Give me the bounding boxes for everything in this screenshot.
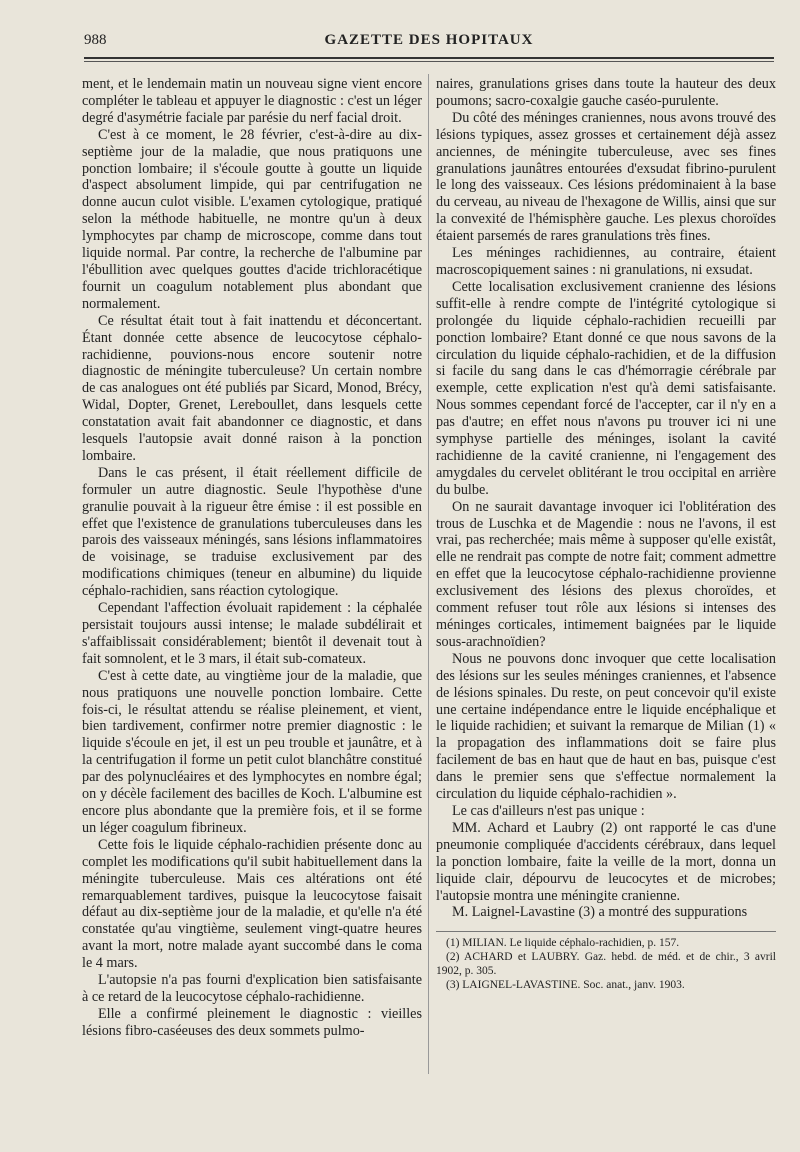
paragraph: Cette localisation exclusivement cranienne des lésions suffit-elle à rendre compte de l'intégrité cytologique si prolongée du liquide céphalo-rachidien recueilli par ponction lombaire? Etant donné ce que nous savons de la circulation du liquide céphalo-rachidien, et de la diffusion si facile du sang dans le cas d'hémorragie cérébrale par exemple, cette explication n'est qu'à demi satisfaisante. Nous sommes cependant forcé de l'accepter, car il n'y en a pas d'autre; en effet nous n'avons pu trouver ici ni une symphyse partielle des méninges, isolant la cavité rachidienne de la cavité cranienne, ni l'engagement des amygdales du cervelet oblitérant le trou occipital en arrière du bulbe.	[436, 278, 776, 498]
paragraph: Du côté des méninges craniennes, nous avons trouvé des lésions typiques, assez grosses et certainement déjà assez anciennes, de méningite tuberculeuse, avec ses fines granulations jaunâtres entourées d'exsudat fibrino-purulent le long des vaisseaux. Ces lésions prédominaient à la base du cerveau, au niveau de l'hexagone de Willis, ainsi que sur la convexité de l'hémisphère gauche. Les plexus choroïdes étaient parsemés de rares granulations très fines.	[436, 109, 776, 245]
column-divider	[428, 74, 429, 1074]
page-number: 988	[84, 32, 107, 48]
page-header	[84, 26, 774, 60]
paragraph: L'autopsie n'a pas fourni d'explication bien satisfaisante à ce retard de la leucocytose céphalo-rachidienne.	[82, 972, 422, 1005]
footnotes	[436, 931, 776, 992]
paragraph: Nous ne pouvons donc invoquer que cette localisation des lésions sur les seules méninges craniennes, et l'absence de lésions spinales. Du reste, on peut concevoir qu'il existe une certaine indépendance entre le liquide encéphalique et le liquide rachidien; et suivant la remarque de Milian (1) « la propagation des inflammations doit se faire plus facilement de bas en haut que de haut en bas, puisque c'est dans le premier sens que s'effectue normalement la circulation du liquide céphalo-rachidien ».	[436, 650, 776, 803]
right-column	[436, 76, 776, 992]
journal-title: GAZETTE DES HOPITAUX	[324, 32, 534, 48]
paragraph: On ne saurait davantage invoquer ici l'oblitération des trous de Luschka et de Magendie : nous ne l'avons, il est vrai, pas recherchée; mais même à supposer qu'elle existât, elle ne rendrait pas compte de notre fait; comment admettre en effet que la leucocytose céphalo-rachidienne provienne exclusivement des lésions des plexus choroïdes, et comment refuser tout rôle aux lésions si intenses des méninges corticales, intimement baignées par le liquide sous-arachnoïdien?	[436, 498, 776, 650]
paragraph: C'est à ce moment, le 28 février, c'est-à-dire au dix-septième jour de la maladie, que nous pratiquons une ponction lombaire; il s'écoule goutte à goutte un liquide d'aspect absolument limpide, qui par centrifugation ne donne aucun culot visible. L'examen cytologique, pratiqué selon la méthode habituelle, ne montre qu'un à deux lymphocytes par champ de microscope, comme dans tout liquide normal. Par contre, la recherche de l'albumine par l'ébullition avec quelques gouttes d'acide trichloracétique fournit un coagulum notablement plus abondant que normalement.	[82, 126, 422, 312]
footnote: (1) MILIAN. Le liquide céphalo-rachidien, p. 157.	[446, 937, 680, 950]
paragraph: C'est à cette date, au vingtième jour de la maladie, que nous pratiquons une nouvelle ponction lombaire. Cette fois-ci, le résultat attendu se réalise pleinement, et vient, bien tardivement, confirmer notre premier diagnostic : le liquide s'écoule en jet, il est un peu trouble et jaunâtre, et à la centrifugation il forme un petit culot blanchâtre constitué par des polynucléaires et des lymphocytes en nombre égal; on y décèle facilement des bacilles de Koch. L'albumine est encore plus abondante que la première fois, et il se forme un léger coagulum fibrineux.	[82, 667, 422, 836]
paragraph: Ce résultat était tout à fait inattendu et déconcertant. Étant donnée cette absence de leucocytose céphalo-rachidienne, pouvions-nous encore soutenir notre diagnostic de méningite tuberculeuse? Un certain nombre de cas analogues ont été publiés par Sicard, Monod, Brécy, Widal, Dopter, Grenet, Lereboullet, dans lesquels cette constatation avait fait abandonner ce diagnostic, et dans lesquels l'autopsie avait donné raison à la ponction lombaire.	[82, 312, 422, 464]
paragraph: Elle a confirmé pleinement le diagnostic : vieilles lésions fibro-caséeuses des deux sommets pulmo-	[82, 1005, 422, 1039]
paragraph: Les méninges rachidiennes, au contraire, étaient macroscopiquement saines : ni granulations, ni exsudat.	[436, 245, 776, 278]
paragraph: MM. Achard et Laubry (2) ont rapporté le cas d'une pneumonie compliquée d'accidents cérébraux, dans lequel la ponction lombaire, faite la veille de la mort, donna un liquide clair, dépourvu de leucocytes et de microbes; l'autopsie montra une méningite cranienne.	[436, 819, 776, 904]
footnote: (2) ACHARD et LAUBRY. Gaz. hebd. de méd. et de chir., 3 avril 1902, p. 305.	[436, 951, 776, 978]
left-column	[82, 76, 422, 1040]
paragraph: Dans le cas présent, il était réellement difficile de formuler un autre diagnostic. Seule l'hypothèse d'une granulie pouvait à la rigueur être émise : il est possible en effet que l'existence de granulations tuberculeuses dans les parois des vaisseaux méningés, sans lésions inflammatoires de voisinage, se traduise exclusivement par des modifications chimiques (teneur en albumine) du liquide céphalo-rachidien, sans réaction cytologique.	[82, 464, 422, 600]
paragraph: M. Laignel-Lavastine (3) a montré des suppurations	[452, 904, 748, 921]
paragraph: ment, et le lendemain matin un nouveau signe vient encore compléter le tableau et appuyer le diagnostic : c'est un léger degré d'asymétrie faciale par parésie du nerf facial droit.	[82, 76, 422, 126]
header-rule	[84, 57, 774, 59]
paragraph: Le cas d'ailleurs n'est pas unique :	[452, 802, 645, 819]
paragraph: Cependant l'affection évoluait rapidement : la céphalée persistait toujours aussi intense; le malade subdélirait et s'affaiblissait considérablement; bientôt il devenait tout à fait somnolent, et le 3 mars, il était sub-comateux.	[82, 600, 422, 667]
header-rule-thin	[84, 61, 774, 62]
paragraph: naires, granulations grises dans toute la hauteur des deux poumons; sacro-coxalgie gauche caséo-purulente.	[436, 76, 776, 109]
paragraph: Cette fois le liquide céphalo-rachidien présente donc au complet les modifications qu'il subit habituellement dans la méningite tuberculeuse. Mais ces altérations ont été remarquablement tardives, puisque la leucocytose faisait défaut au dix-septième jour de la maladie, et qu'elle n'a été constatée qu'au vingtième, seulement vingt-quatre heures avant la mort, notre malade ayant succombé dans le coma le 4 mars.	[82, 836, 422, 972]
footnote: (3) LAIGNEL-LAVASTINE. Soc. anat., janv. 1903.	[446, 979, 685, 992]
